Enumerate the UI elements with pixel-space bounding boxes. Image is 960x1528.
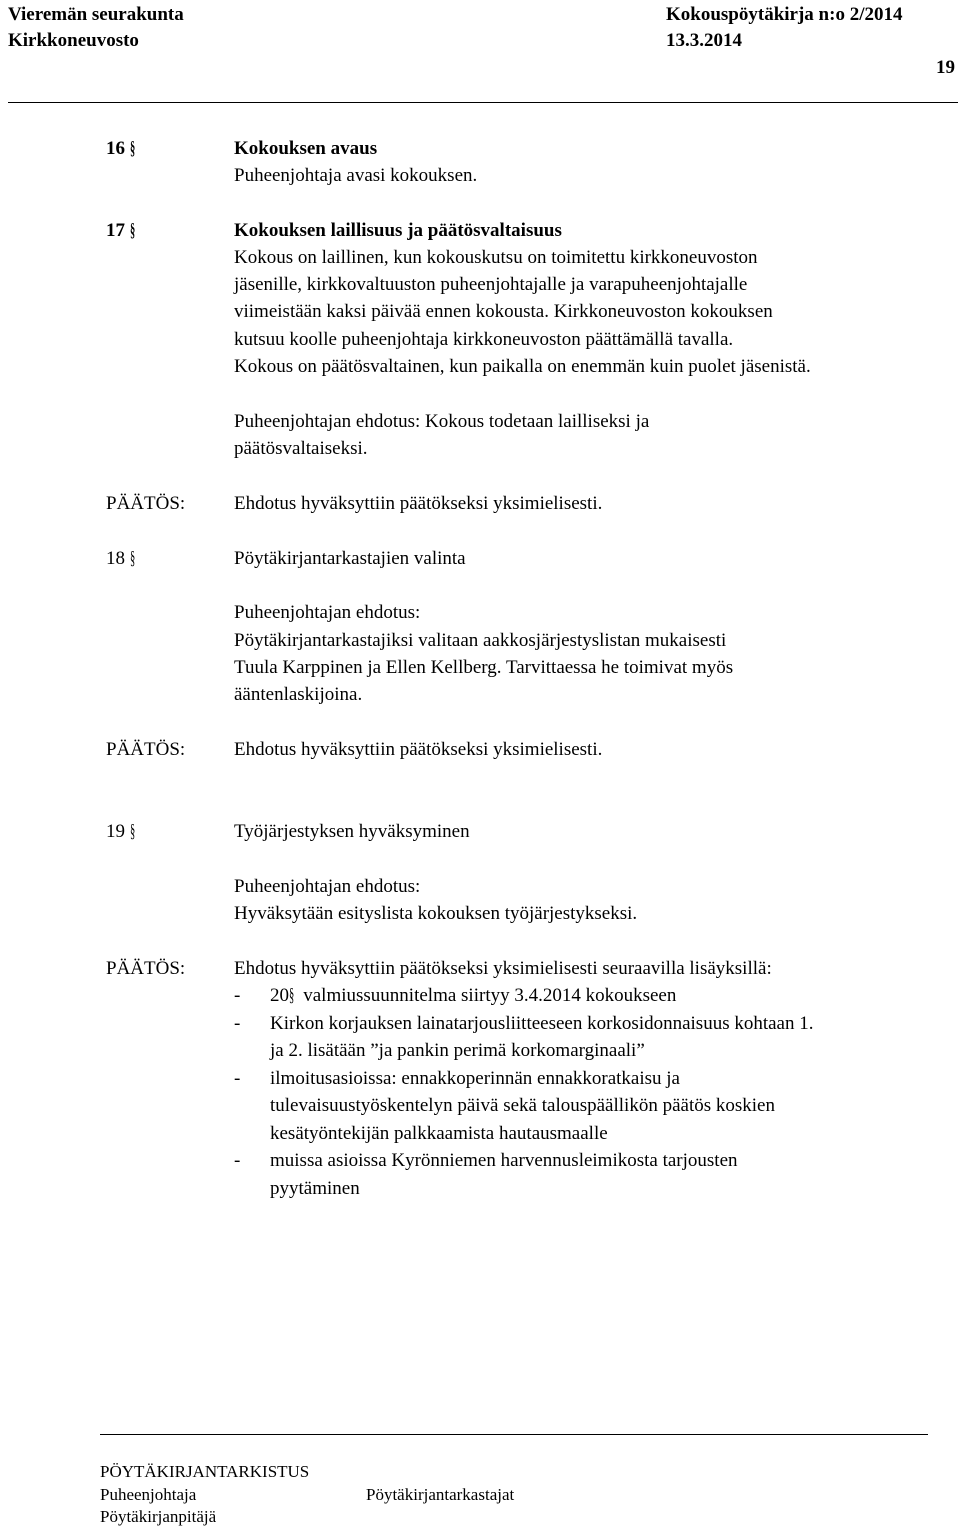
footer-rule <box>100 1434 928 1435</box>
list-bullet: - <box>234 1150 241 1171</box>
section-16-text: Puheenjohtaja avasi kokouksen. <box>234 165 478 186</box>
list-item: ilmoitusasioissa: ennakkoperinnän ennakkoratkaisu ja <box>270 1068 680 1089</box>
section-sign-icon: § <box>289 985 295 1006</box>
section-sign-icon: § <box>129 220 135 241</box>
list-item: muissa asioissa Kyrönniemen harvennusleimikosta tarjousten <box>270 1150 738 1171</box>
section-18-line: ääntenlaskijoina. <box>234 684 363 705</box>
section-17-proposal-cont: päätösvaltaiseksi. <box>234 438 368 459</box>
section-sign-icon: § <box>129 138 135 159</box>
section-18-proposal-label: Puheenjohtajan ehdotus: <box>234 602 421 623</box>
list-bullet: - <box>234 1068 241 1089</box>
section-17-line: jäsenille, kirkkovaltuuston puheenjohtajalle ja varapuheenjohtajalle <box>234 274 748 295</box>
organization-name: Vieremän seurakunta <box>8 4 184 25</box>
section-18-decision-text: Ehdotus hyväksyttiin päätökseksi yksimielisesti. <box>234 739 603 760</box>
section-19-decision-label: PÄÄTÖS: <box>106 958 186 979</box>
footer-title: PÖYTÄKIRJANTARKISTUS <box>100 1462 310 1481</box>
section-16-title: Kokouksen avaus <box>234 138 378 159</box>
list-bullet: - <box>234 1013 241 1034</box>
section-18-line: Tuula Karppinen ja Ellen Kellberg. Tarvittaessa he toimivat myös <box>234 657 734 678</box>
section-19-proposal-text: Hyväksytään esityslista kokouksen työjärjestykseksi. <box>234 903 638 924</box>
section-18-line: Pöytäkirjantarkastajiksi valitaan aakkosjärjestyslistan mukaisesti <box>234 630 727 651</box>
section-17-line: viimeistään kaksi päivää ennen kokousta. Kirkkoneuvoston kokouksen <box>234 301 773 322</box>
section-sign-icon: § <box>129 548 135 569</box>
proposal-text: Kokous todetaan lailliseksi ja <box>425 411 650 432</box>
section-17-line: Kokous on laillinen, kun kokouskutsu on toimitettu kirkkoneuvoston <box>234 247 758 268</box>
footer-chair: Puheenjohtaja <box>100 1485 197 1504</box>
footer-inspectors: Pöytäkirjantarkastajat <box>366 1485 515 1504</box>
section-17-proposal <box>234 411 649 433</box>
section-17-decision-label: PÄÄTÖS: <box>106 493 186 514</box>
section-19-decision-text: Ehdotus hyväksyttiin päätökseksi yksimielisesti seuraavilla lisäyksillä: <box>234 958 772 979</box>
section-18-decision-label: PÄÄTÖS: <box>106 739 186 760</box>
page-number: 19 <box>936 57 955 78</box>
document-title: Kokouspöytäkirja n:o 2/2014 <box>666 4 903 25</box>
section-sign-icon: § <box>129 821 135 842</box>
list-item: Kirkon korjauksen lainatarjousliitteeseen korkosidonnaisuus kohtaan 1. <box>270 1013 814 1034</box>
section-18-title: Pöytäkirjantarkastajien valinta <box>234 548 466 569</box>
section-17-decision-text: Ehdotus hyväksyttiin päätökseksi yksimielisesti. <box>234 493 603 514</box>
section-16-number: 16 § <box>106 138 135 159</box>
section-17-title: Kokouksen laillisuus ja päätösvaltaisuus <box>234 220 562 241</box>
section-19-number: 19 § <box>106 821 135 842</box>
section-17-line: kutsuu koolle puheenjohtaja kirkkoneuvoston päättämällä tavalla. <box>234 329 734 350</box>
section-18-number: 18 § <box>106 548 135 569</box>
section-19-proposal-label: Puheenjohtajan ehdotus: <box>234 876 421 897</box>
list-item-cont: ja 2. lisätään ”ja pankin perimä korkomarginaali” <box>270 1040 645 1061</box>
footer-secretary: Pöytäkirjanpitäjä <box>100 1507 217 1526</box>
list-item-cont: pyytäminen <box>270 1178 360 1199</box>
section-19-title: Työjärjestyksen hyväksyminen <box>234 821 470 842</box>
section-17-number: 17 § <box>106 220 135 241</box>
list-item-cont: kesätyöntekijän palkkaamista hautausmaalle <box>270 1123 608 1144</box>
proposal-label: Puheenjohtajan ehdotus: <box>234 411 421 432</box>
body-name: Kirkkoneuvosto <box>8 30 139 51</box>
document-date: 13.3.2014 <box>666 30 742 51</box>
header-rule <box>8 102 958 103</box>
section-17-line: Kokous on päätösvaltainen, kun paikalla on enemmän kuin puolet jäsenistä. <box>234 356 811 377</box>
list-bullet: - <box>234 985 241 1006</box>
list-item-cont: tulevaisuustyöskentelyn päivä sekä talouspäällikön päätös koskien <box>270 1095 775 1116</box>
list-item: 20§ valmiussuunnitelma siirtyy 3.4.2014 kokoukseen <box>270 985 677 1006</box>
